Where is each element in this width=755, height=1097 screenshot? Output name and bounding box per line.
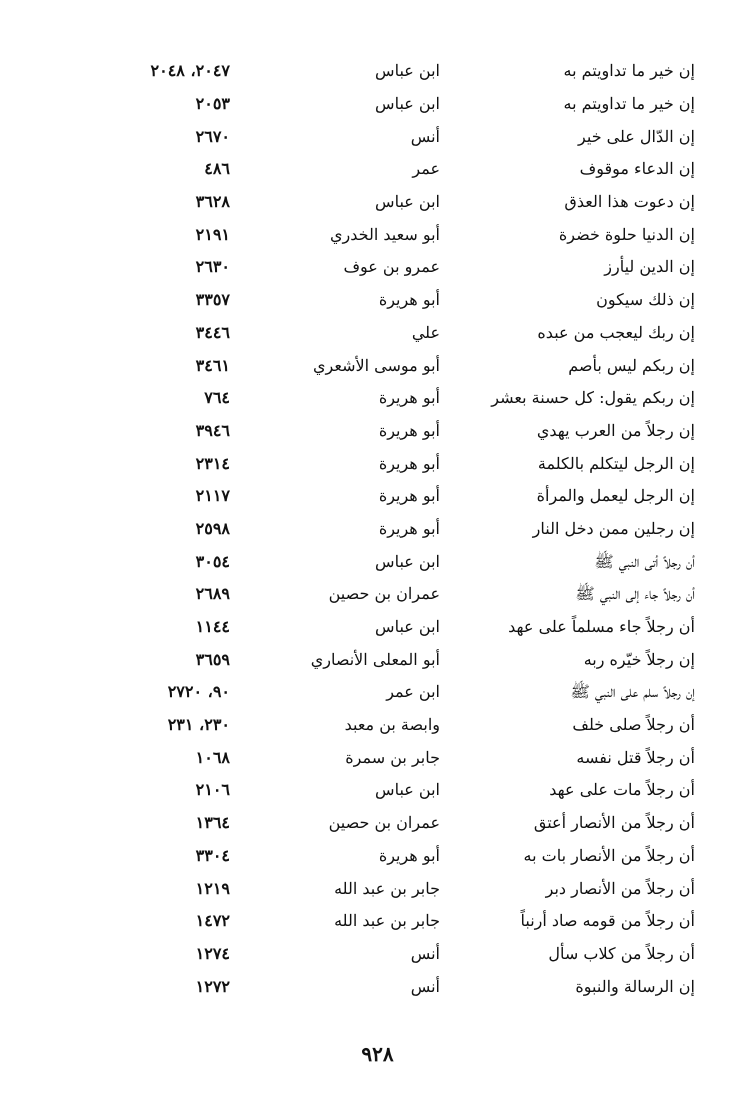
narrator-name: أبو المعلى الأنصاري	[310, 649, 440, 669]
index-row	[110, 251, 695, 284]
narrator-name: عمران بن حصين	[328, 584, 440, 604]
hadith-number: ٢٣٠، ٢٣١	[167, 715, 230, 735]
hadith-number: ٤٨٦	[204, 159, 230, 179]
index-row	[110, 741, 695, 774]
hadith-text: إن ربكم ليس بأصم	[568, 355, 695, 375]
hadith-text: إن رجلاً من العرب يهدي	[536, 420, 695, 440]
narrator-name: عمرو بن عوف	[343, 257, 440, 277]
hadith-number: ٢٦٣٠	[195, 257, 230, 277]
hadith-text: إن الدّال على خير	[578, 126, 695, 146]
hadith-text: إن الرجل ليتكلم بالكلمة	[537, 453, 695, 473]
narrator-name: أبو هريرة	[378, 420, 440, 440]
index-row	[110, 513, 695, 546]
hadith-text: إن ذلك سيكون	[596, 290, 695, 310]
narrator-name: أنس	[410, 943, 440, 963]
narrator-name: أبو سعيد الخدري	[330, 224, 440, 244]
narrator-name: ابن عمر	[386, 682, 440, 702]
index-row	[110, 447, 695, 480]
narrator-name: ابن عباس	[375, 551, 440, 571]
narrator-name: أنس	[410, 976, 440, 996]
hadith-text: أن رجلاً صلى خلف	[572, 715, 695, 735]
hadith-number: ١٢١٩	[195, 878, 230, 898]
hadith-number: ٢٦٨٩	[195, 584, 230, 604]
hadith-text: أن رجلاً من الأنصار أعتق	[533, 813, 695, 833]
hadith-number: ٣٤٤٦	[195, 322, 230, 342]
narrator-name: ابن عباس	[375, 94, 440, 114]
hadith-number: ١١٤٤	[195, 617, 230, 637]
index-row	[110, 643, 695, 676]
hadith-number: ٣٠٥٤	[195, 551, 230, 571]
index-row	[110, 120, 695, 153]
index-row	[110, 840, 695, 873]
index-row	[110, 676, 695, 709]
hadith-number: ٣٦٥٩	[195, 649, 230, 669]
hadith-index-list	[110, 55, 695, 1003]
hadith-text: أن رجلاً مات على عهد	[549, 780, 695, 800]
narrator-name: عمران بن حصين	[328, 813, 440, 833]
index-row	[110, 55, 695, 88]
narrator-name: أبو هريرة	[378, 518, 440, 538]
hadith-text: إن رجلاً سلم على النبي ﷺ	[570, 682, 695, 702]
hadith-number: ٢٦٧٠	[195, 126, 230, 146]
narrator-name: ابن عباس	[375, 780, 440, 800]
index-row	[110, 186, 695, 219]
narrator-name: أنس	[410, 126, 440, 146]
narrator-name: ابن عباس	[375, 61, 440, 81]
hadith-text: أن رجلاً من الأنصار دبر	[545, 878, 695, 898]
hadith-number: ٢٠٤٧، ٢٠٤٨	[150, 61, 230, 81]
narrator-name: أبو هريرة	[378, 290, 440, 310]
hadith-number: ١٣٦٤	[195, 813, 230, 833]
index-row	[110, 938, 695, 971]
hadith-text: إن خير ما تداويتم به	[563, 61, 695, 81]
hadith-number: ٧٦٤	[204, 388, 230, 408]
index-row	[110, 382, 695, 415]
hadith-text: أن رجلاً من كلاب سأل	[548, 943, 695, 963]
narrator-name: جابر بن عبد الله	[334, 878, 440, 898]
index-row	[110, 153, 695, 186]
hadith-text: إن ربكم يقول: كل حسنة بعشر	[491, 388, 695, 408]
hadith-text: أن رجلاً قتل نفسه	[576, 747, 695, 767]
index-row	[110, 218, 695, 251]
hadith-text: إن دعوت هذا العذق	[564, 192, 695, 212]
hadith-number: ٩٠، ٢٧٢٠	[167, 682, 230, 702]
hadith-text: إن الرسالة والنبوة	[575, 976, 695, 996]
index-row	[110, 415, 695, 448]
hadith-number: ٢١٩١	[195, 224, 230, 244]
hadith-number: ٣٣٠٤	[195, 845, 230, 865]
index-row	[110, 872, 695, 905]
hadith-number: ٢١١٧	[195, 486, 230, 506]
hadith-text: أن رجلاً من الأنصار بات به	[523, 845, 695, 865]
hadith-text: إن الدنيا حلوة خضرة	[558, 224, 695, 244]
hadith-number: ٣٩٤٦	[195, 420, 230, 440]
hadith-number: ١٢٧٤	[195, 943, 230, 963]
hadith-text: إن ربك ليعجب من عبده	[537, 322, 695, 342]
narrator-name: أبو هريرة	[378, 486, 440, 506]
page-number: ٩٢٨	[361, 1042, 394, 1066]
hadith-number: ٢١٠٦	[195, 780, 230, 800]
index-row	[110, 709, 695, 742]
narrator-name: ابن عباس	[375, 192, 440, 212]
index-row	[110, 284, 695, 317]
hadith-number: ٣٤٦١	[195, 355, 230, 375]
index-row	[110, 611, 695, 644]
hadith-number: ٣٣٥٧	[195, 290, 230, 310]
hadith-number: ١٠٦٨	[195, 747, 230, 767]
narrator-name: أبو موسى الأشعري	[313, 355, 440, 375]
hadith-text: إن خير ما تداويتم به	[563, 94, 695, 114]
index-row	[110, 349, 695, 382]
index-row	[110, 774, 695, 807]
index-row	[110, 807, 695, 840]
index-row	[110, 545, 695, 578]
narrator-name: أبو هريرة	[378, 453, 440, 473]
hadith-number: ٣٦٢٨	[195, 192, 230, 212]
hadith-text: إن الدين ليأرز	[604, 257, 695, 277]
narrator-name: عمر	[412, 159, 440, 179]
narrator-name: وابصة بن معبد	[344, 715, 440, 735]
index-row	[110, 578, 695, 611]
hadith-text: أن رجلاً من قومه صاد أرنباً	[520, 911, 695, 931]
narrator-name: علي	[411, 322, 440, 342]
index-row	[110, 480, 695, 513]
index-row	[110, 905, 695, 938]
hadith-text: إن رجلين ممن دخل النار	[532, 518, 695, 538]
hadith-number: ١٢٧٢	[195, 976, 230, 996]
hadith-text: أن رجلاً جاء إلى النبي ﷺ	[575, 584, 695, 604]
narrator-name: جابر بن عبد الله	[334, 911, 440, 931]
hadith-number: ١٤٧٢	[195, 911, 230, 931]
narrator-name: جابر بن سمرة	[345, 747, 440, 767]
hadith-text: أن رجلاً أتى النبي ﷺ	[594, 551, 695, 571]
narrator-name: ابن عباس	[375, 617, 440, 637]
narrator-name: أبو هريرة	[378, 388, 440, 408]
index-row	[110, 88, 695, 121]
index-row	[110, 970, 695, 1003]
hadith-text: إن رجلاً خيّره ربه	[583, 649, 695, 669]
hadith-number: ٢٠٥٣	[195, 94, 230, 114]
index-row	[110, 317, 695, 350]
hadith-number: ٢٥٩٨	[195, 518, 230, 538]
hadith-text: إن الرجل ليعمل والمرأة	[536, 486, 695, 506]
hadith-text: إن الدعاء موقوف	[579, 159, 695, 179]
narrator-name: أبو هريرة	[378, 845, 440, 865]
hadith-number: ٢٣١٤	[195, 453, 230, 473]
hadith-text: أن رجلاً جاء مسلماً على عهد	[508, 617, 695, 637]
